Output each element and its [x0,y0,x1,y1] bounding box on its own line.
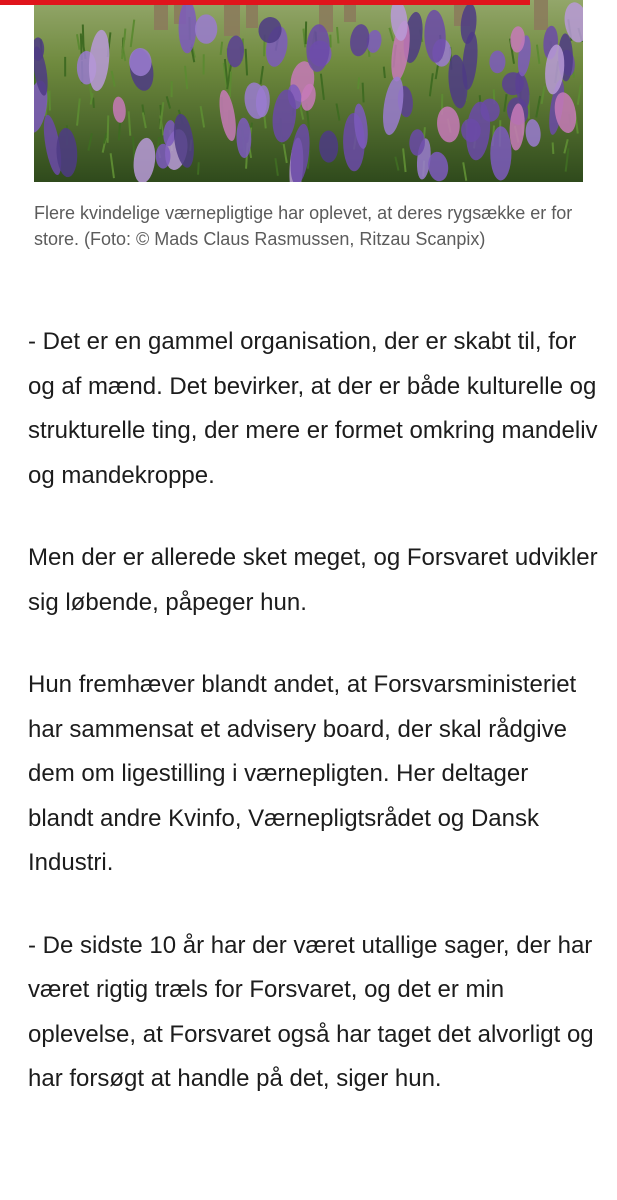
top-accent-bar [0,0,530,5]
article-paragraph: Hun fremhæver blandt andet, at Forsvarsministeriet har sammensat et advisery board, der skal rådgive dem om ligestilling i værnepligten. Her deltager blandt andre Kvinfo, Værnepligtsrådet og Dansk Industri. [28,671,577,876]
article-photo [34,0,583,182]
photo-caption: Flere kvindelige værnepligtige har oplevet, at deres rygsække er for store. (Foto: © Mads Claus Rasmussen, Ritzau Scanpix) [34,203,573,249]
lupine-field-image [34,0,583,182]
article-paragraph: Men der er allerede sket meget, og Forsvaret udvikler sig løbende, påpeger hun. [28,544,598,616]
article-body [28,320,598,1140]
article-paragraph: - De sidste 10 år har der været utallige sager, der har været rigtig træls for Forsvaret, og det er min oplevelse, at Forsvaret også har taget det alvorligt og har forsøgt at handle på det, siger hun. [28,931,594,1092]
article-paragraph: - Det er en gammel organisation, der er skabt til, for og af mænd. Det bevirker, at der er både kulturelle og strukturelle ting, der mere er formet omkring mandeliv og mandekroppe. [28,328,598,489]
